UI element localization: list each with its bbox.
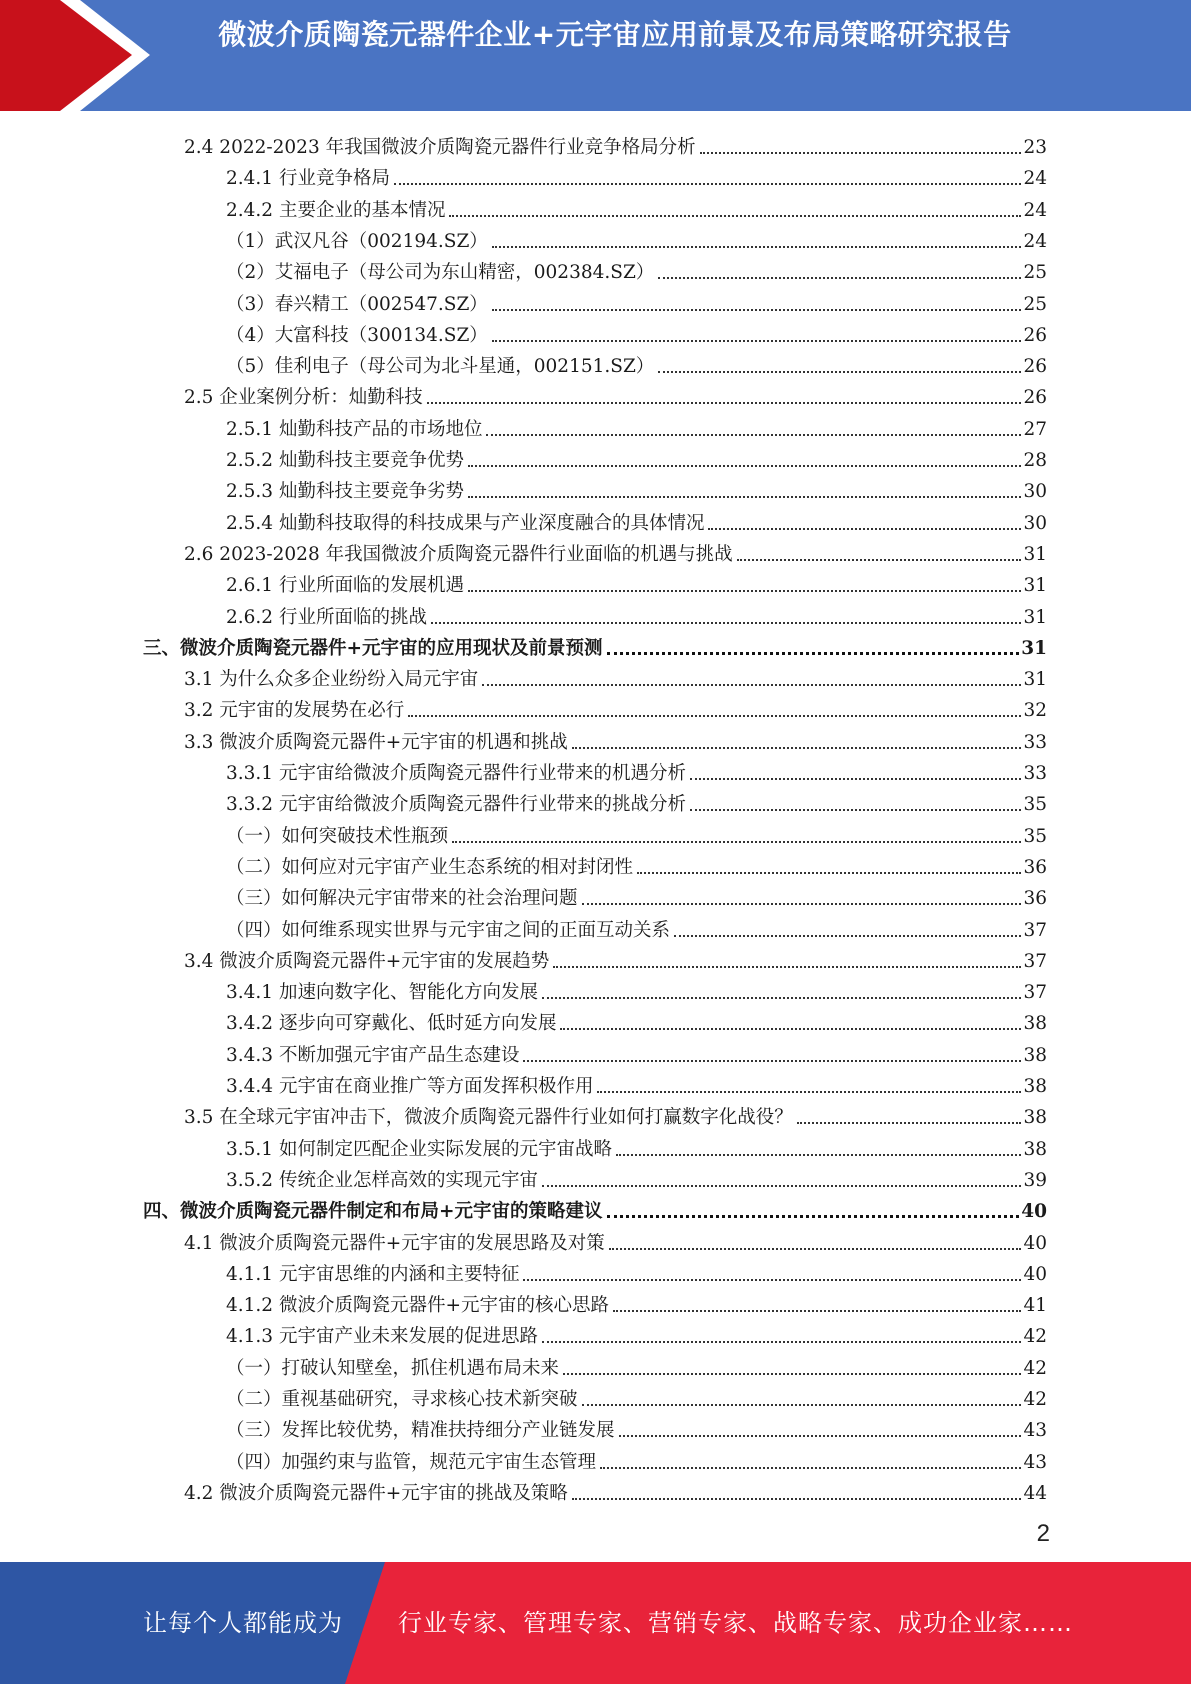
toc-dot-leader [523,1060,1021,1062]
toc-entry[interactable] [226,848,1047,879]
toc-entry-page: 31 [1021,637,1047,659]
toc-entry-page: 30 [1023,481,1047,503]
toc-dot-leader [431,622,1021,624]
toc-dot-leader [553,966,1021,968]
toc-dot-leader [700,152,1022,154]
header-chevron-decoration [0,0,160,111]
toc-entry-title: 三、微波介质陶瓷元器件+元宇宙的应用现状及前景预测 [143,637,603,659]
toc-entry-title: 3.4.4 元宇宙在商业推广等方面发挥积极作用 [226,1076,594,1097]
toc-entry[interactable] [184,1474,1047,1505]
toc-entry-title: （三）发挥比较优势，精准扶持细分产业链发展 [226,1420,615,1442]
toc-entry-title: （二）如何应对元宇宙产业生态系统的相对封闭性 [226,856,634,878]
toc-entry-page: 32 [1023,700,1047,722]
toc-entry[interactable] [184,378,1047,409]
toc-entry-page: 35 [1023,825,1047,847]
toc-dot-leader [708,528,1021,530]
toc-entry[interactable] [226,1161,1047,1192]
footer-slogan-left: 让每个人都能成为 [143,1609,343,1637]
toc-entry[interactable] [226,1349,1047,1380]
toc-entry-page: 38 [1023,1013,1047,1035]
toc-entry-title: 2.5.3 灿勤科技主要竞争劣势 [226,481,464,503]
toc-entry-page: 24 [1023,199,1047,221]
toc-dot-leader [560,1028,1021,1030]
toc-entry-title: （5）佳利电子（母公司为北斗星通，002151.SZ） [226,356,655,378]
toc-entry-title: 3.2 元宇宙的发展势在必行 [184,700,405,722]
toc-entry-title: 2.4.1 行业竞争格局 [226,168,390,190]
toc-entry-title: 4.1.1 元宇宙思维的内涵和主要特征 [226,1263,520,1285]
toc-entry[interactable] [184,535,1047,566]
toc-entry-title: （1）武汉凡谷（002194.SZ） [226,230,488,252]
toc-entry[interactable] [226,222,1047,253]
toc-entry-title: 2.5.4 灿勤科技取得的科技成果与产业深度融合的具体情况 [226,512,705,534]
toc-dot-leader [492,246,1022,248]
page-number: 2 [1036,1520,1050,1547]
toc-entry[interactable] [226,159,1047,190]
report-header [0,0,1191,111]
toc-dot-leader [542,997,1021,999]
toc-entry-page: 31 [1023,669,1047,691]
toc-entry-title: 3.3.1 元宇宙给微波介质陶瓷元器件行业带来的机遇分析 [226,763,686,784]
toc-entry[interactable] [184,942,1047,973]
toc-dot-leader [582,903,1022,905]
toc-entry[interactable] [226,441,1047,472]
toc-dot-leader [492,340,1022,342]
toc-dot-leader [394,183,1021,185]
toc-entry-page: 23 [1023,137,1047,158]
toc-entry[interactable] [226,1067,1047,1098]
toc-entry-page: 31 [1023,606,1047,628]
toc-dot-leader [797,1122,1022,1124]
toc-entry-title: （3）春兴精工（002547.SZ） [226,293,488,315]
toc-entry[interactable] [184,660,1047,691]
toc-entry-page: 38 [1023,1044,1047,1066]
toc-entry-page: 43 [1023,1451,1047,1473]
toc-entry-page: 37 [1023,950,1047,972]
toc-dot-leader [468,465,1021,467]
toc-dot-leader [582,1404,1022,1406]
toc-entry[interactable] [226,1036,1047,1067]
toc-entry-title: （4）大富科技（300134.SZ） [226,324,488,346]
toc-entry-title: 四、微波介质陶瓷元器件制定和布局+元宇宙的策略建议 [143,1201,603,1223]
toc-dot-leader [492,309,1022,311]
report-footer [0,1562,1191,1684]
toc-entry[interactable] [226,754,1047,785]
toc-entry-title: 4.2 微波介质陶瓷元器件+元宇宙的挑战及策略 [184,1482,568,1504]
toc-entry[interactable] [226,1380,1047,1411]
toc-entry[interactable] [226,785,1047,816]
toc-entry[interactable] [226,1004,1047,1035]
toc-entry[interactable] [226,410,1047,441]
toc-entry-page: 31 [1023,543,1047,565]
toc-entry-page: 44 [1023,1482,1047,1504]
toc-entry[interactable] [226,879,1047,910]
toc-entry[interactable] [226,472,1047,503]
toc-entry-title: 2.4 2022-2023 年我国微波介质陶瓷元器件行业竞争格局分析 [184,137,696,158]
toc-dot-leader [468,496,1021,498]
toc-dot-leader [572,747,1022,749]
toc-dot-leader [658,277,1021,279]
toc-entry[interactable] [226,316,1047,347]
toc-entry[interactable] [226,1443,1047,1474]
toc-entry-title: （一）如何突破技术性瓶颈 [226,825,449,847]
toc-entry-title: 3.4.3 不断加强元宇宙产品生态建设 [226,1044,520,1066]
toc-dot-leader [482,684,1021,686]
toc-entry-title: 2.5 企业案例分析：灿勤科技 [184,387,423,409]
toc-entry-page: 37 [1023,919,1047,941]
toc-entry[interactable] [143,1192,1047,1223]
toc-entry[interactable] [226,1130,1047,1161]
toc-entry[interactable] [184,723,1047,754]
toc-dot-leader [452,841,1021,843]
toc-entry[interactable] [226,1317,1047,1348]
toc-entry-title: （四）加强约束与监管，规范元宇宙生态管理 [226,1451,597,1473]
toc-entry-title: 3.4 微波介质陶瓷元器件+元宇宙的发展趋势 [184,950,550,972]
toc-dot-leader [637,872,1021,874]
toc-dot-leader [468,590,1021,592]
toc-entry-title: 2.5.2 灿勤科技主要竞争优势 [226,450,464,471]
toc-entry[interactable] [226,504,1047,535]
toc-entry-title: 2.4.2 主要企业的基本情况 [226,199,446,221]
toc-entry-page: 42 [1023,1357,1047,1379]
toc-dot-leader [619,1435,1022,1437]
toc-dot-leader [486,434,1021,436]
toc-dot-leader [616,1154,1021,1156]
toc-dot-leader [658,371,1021,373]
toc-entry-page: 26 [1023,387,1047,409]
toc-dot-leader [607,652,1020,655]
toc-entry-page: 42 [1023,1326,1047,1348]
toc-entry-page: 39 [1023,1169,1047,1191]
toc-dot-leader [613,1310,1021,1312]
toc-entry-title: 2.5.1 灿勤科技产品的市场地位 [226,418,483,440]
toc-entry[interactable] [184,128,1047,159]
toc-entry-page: 40 [1023,1263,1047,1285]
toc-dot-leader [609,1248,1022,1250]
toc-dot-leader [572,1498,1022,1500]
toc-dot-leader [690,778,1021,780]
toc-entry[interactable] [226,1411,1047,1442]
toc-entry-title: 3.5.2 传统企业怎样高效的实现元宇宙 [226,1169,538,1191]
toc-dot-leader [737,559,1022,561]
toc-entry-title: 3.4.1 加速向数字化、智能化方向发展 [226,982,538,1004]
toc-entry-page: 27 [1023,418,1047,440]
toc-entry-page: 25 [1023,262,1047,284]
toc-entry-title: 4.1 微波介质陶瓷元器件+元宇宙的发展思路及对策 [184,1232,605,1254]
toc-dot-leader [427,402,1022,404]
toc-entry-page: 42 [1023,1389,1047,1410]
toc-entry-title: 3.3.2 元宇宙给微波介质陶瓷元器件行业带来的挑战分析 [226,794,686,816]
toc-dot-leader [597,1091,1021,1093]
toc-entry-page: 30 [1023,512,1047,534]
toc-entry-title: 4.1.3 元宇宙产业未来发展的促进思路 [226,1326,538,1348]
toc-entry-page: 40 [1021,1201,1047,1223]
toc-entry-title: （一）打破认知壁垒，抓住机遇布局未来 [226,1357,560,1379]
toc-entry-title: （2）艾福电子（母公司为东山精密，002384.SZ） [226,262,655,284]
toc-entry-page: 28 [1023,450,1047,471]
toc-entry-page: 24 [1023,230,1047,252]
report-title: 微波介质陶瓷元器件企业+元宇宙应用前景及布局策略研究报告 [218,18,1012,51]
toc-entry-title: 3.5.1 如何制定匹配企业实际发展的元宇宙战略 [226,1138,612,1160]
toc-entry[interactable] [226,911,1047,942]
toc-entry-page: 43 [1023,1420,1047,1442]
toc-entry[interactable] [226,285,1047,316]
toc-dot-leader [600,1467,1021,1469]
toc-entry-page: 25 [1023,293,1047,315]
footer-slogan-right: 行业专家、管理专家、营销专家、战略专家、成功企业家…… [398,1609,1073,1637]
toc-dot-leader [690,809,1021,811]
toc-dot-leader [674,935,1021,937]
toc-entry-title: 3.3 微波介质陶瓷元器件+元宇宙的机遇和挑战 [184,731,568,753]
toc-entry[interactable] [226,566,1047,597]
toc-entry[interactable] [184,1224,1047,1255]
toc-entry[interactable] [226,973,1047,1004]
toc-entry[interactable] [226,598,1047,629]
toc-entry-title: （四）如何维系现实世界与元宇宙之间的正面互动关系 [226,919,671,941]
toc-entry-title: 2.6 2023-2028 年我国微波介质陶瓷元器件行业面临的机遇与挑战 [184,543,733,565]
toc-entry-page: 36 [1023,888,1047,910]
toc-entry-page: 26 [1023,356,1047,378]
toc-entry-title: （二）重视基础研究，寻求核心技术新突破 [226,1389,578,1410]
toc-entry[interactable] [226,253,1047,284]
toc-entry[interactable] [226,817,1047,848]
toc-entry-title: 2.6.1 行业所面临的发展机遇 [226,575,464,597]
toc-entry-title: （三）如何解决元宇宙带来的社会治理问题 [226,888,578,910]
toc-dot-leader [542,1185,1021,1187]
toc-entry-page: 26 [1023,324,1047,346]
toc-entry[interactable] [184,691,1047,722]
toc-entry-title: 2.6.2 行业所面临的挑战 [226,606,427,628]
toc-entry-page: 31 [1023,575,1047,597]
toc-entry[interactable] [184,1098,1047,1129]
toc-entry[interactable] [226,1286,1047,1317]
toc-entry-page: 41 [1023,1295,1047,1317]
toc-entry[interactable] [226,347,1047,378]
toc-entry-page: 33 [1023,731,1047,753]
toc-entry-page: 35 [1023,794,1047,816]
toc-entry-title: 4.1.2 微波介质陶瓷元器件+元宇宙的核心思路 [226,1295,609,1317]
toc-entry-page: 38 [1023,1138,1047,1160]
toc-entry-page: 38 [1023,1107,1047,1129]
toc-entry-title: 3.5 在全球元宇宙冲击下，微波介质陶瓷元器件行业如何打赢数字化战役？ [184,1107,793,1129]
toc-entry[interactable] [226,1255,1047,1286]
toc-dot-leader [408,715,1021,717]
toc-entry-title: 3.4.2 逐步向可穿戴化、低时延方向发展 [226,1013,557,1035]
toc-entry[interactable] [226,191,1047,222]
toc-entry-title: 3.1 为什么众多企业纷纷入局元宇宙 [184,669,479,691]
toc-entry-page: 33 [1023,763,1047,784]
toc-dot-leader [563,1373,1021,1375]
toc-dot-leader [523,1279,1021,1281]
toc-entry-page: 40 [1023,1232,1047,1254]
toc-entry-page: 38 [1023,1076,1047,1097]
toc-dot-leader [607,1215,1020,1218]
toc-dot-leader [449,215,1021,217]
toc-entry-page: 36 [1023,856,1047,878]
toc-entry[interactable] [143,629,1047,660]
toc-dot-leader [542,1341,1021,1343]
toc-entry-page: 24 [1023,168,1047,190]
toc-entry-page: 37 [1023,982,1047,1004]
